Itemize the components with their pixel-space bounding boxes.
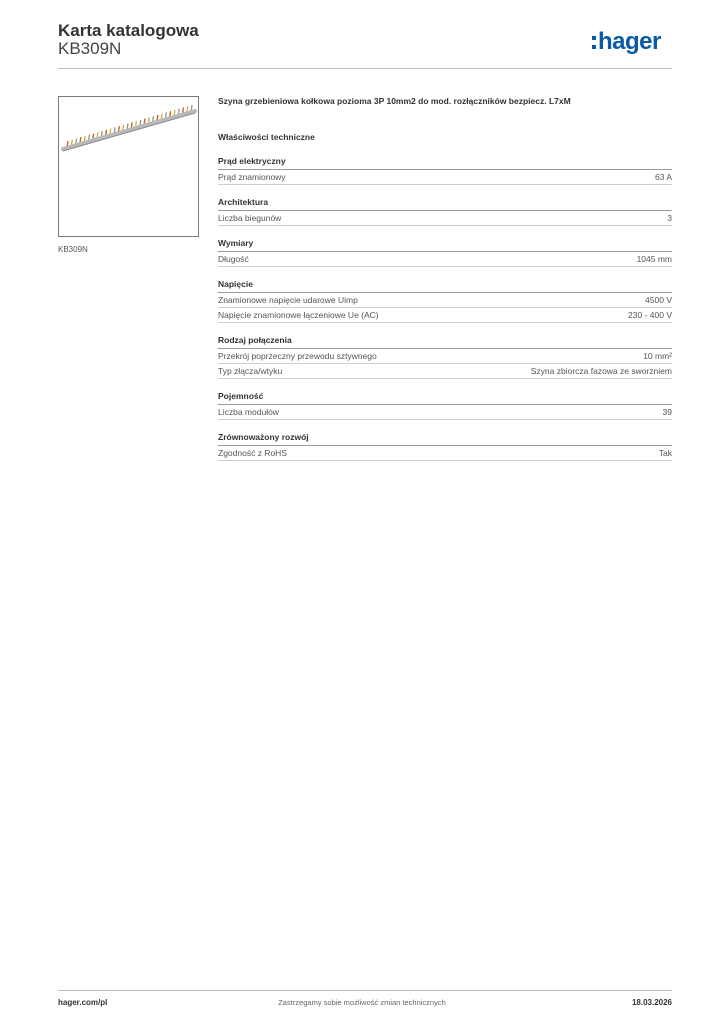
busbar-illustration-icon <box>59 97 198 236</box>
product-image-caption: KB309N <box>58 245 88 254</box>
property-group <box>218 279 672 323</box>
property-label: Typ złącza/wtyku <box>218 366 283 376</box>
footer-website: hager.com/pl <box>58 998 108 1007</box>
property-row <box>218 293 672 308</box>
property-label: Przekrój poprzeczny przewodu sztywnego <box>218 351 377 361</box>
property-row <box>218 308 672 323</box>
footer-disclaimer: Zastrzegamy sobie możliwość zmian technicznych <box>278 998 446 1007</box>
property-value: 3 <box>667 213 672 223</box>
property-groups <box>218 156 672 461</box>
property-row <box>218 405 672 420</box>
property-row <box>218 349 672 364</box>
property-value: Tak <box>658 448 672 458</box>
property-group-title: Napięcie <box>218 279 672 293</box>
property-value: 39 <box>662 407 672 417</box>
product-image <box>58 96 199 237</box>
property-value: 230 - 400 V <box>628 310 672 320</box>
property-group-title: Wymiary <box>218 238 672 252</box>
logo-dots-icon <box>592 36 596 49</box>
hager-logo <box>592 28 661 56</box>
property-row <box>218 170 672 185</box>
property-group <box>218 432 672 461</box>
property-label: Liczba biegunów <box>218 213 282 223</box>
property-group-title: Zrównoważony rozwój <box>218 432 672 446</box>
property-value: Szyna zbiorcza fazowa ze sworzniem <box>530 366 672 376</box>
document-title: Karta katalogowa <box>58 21 199 40</box>
property-group-title: Pojemność <box>218 391 672 405</box>
technical-properties-heading: Właściwości techniczne <box>218 132 315 142</box>
property-group-title: Architektura <box>218 197 672 211</box>
property-group <box>218 197 672 226</box>
property-value: 63 A <box>654 172 672 182</box>
property-label: Prąd znamionowy <box>218 172 286 182</box>
header-divider <box>58 68 672 69</box>
property-row <box>218 364 672 379</box>
property-value: 1045 mm <box>636 254 672 264</box>
property-group-title: Rodzaj połączenia <box>218 335 672 349</box>
product-code: KB309N <box>58 39 122 58</box>
property-label: Napięcie znamionowe łączeniowe Ue (AC) <box>218 310 379 320</box>
property-value: 10 mm² <box>643 351 672 361</box>
footer-divider <box>58 990 672 991</box>
property-group <box>218 391 672 420</box>
property-value: 4500 V <box>645 295 672 305</box>
property-group <box>218 335 672 379</box>
property-row <box>218 211 672 226</box>
property-group-title: Prąd elektryczny <box>218 156 672 170</box>
product-details <box>218 96 672 473</box>
property-label: Znamionowe napięcie udarowe Uimp <box>218 295 358 305</box>
product-description: Szyna grzebieniowa kołkowa pozioma 3P 10mm2 do mod. rozłączników bezpiecz. L7xM <box>218 96 571 106</box>
property-label: Liczba modułów <box>218 407 279 417</box>
property-group <box>218 238 672 267</box>
footer-date: 18.03.2026 <box>631 998 672 1007</box>
property-group <box>218 156 672 185</box>
property-row <box>218 252 672 267</box>
property-label: Zgodność z RoHS <box>218 448 287 458</box>
property-label: Długość <box>218 254 249 264</box>
logo-text: hager <box>598 28 661 55</box>
property-row <box>218 446 672 461</box>
